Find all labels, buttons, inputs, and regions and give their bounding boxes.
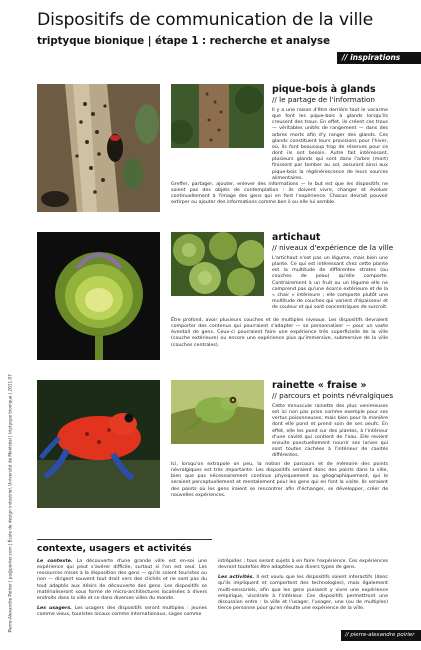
- context-column-left: [37, 559, 207, 622]
- section-text-woodpecker-p2: Greffer, partager, ajouter, enlever des informations — le but est que les dispositifs ne soient pas des objets de contemplation : ils doivent vivre, changer et évoluer continuellement à l'image des gens qui en font l'expérience. Chacun devrait pouvoir extirper ou ajouter des informations comme bon il ou elle lui semble.: [171, 182, 388, 206]
- section-text-frog-p2: Ici, lorsqu'on extrapole on peu, la notion de parcours et de mémoire des points névralgiques est très importante. Les dispositifs seraient donc des points dans la ville, bien que pas nécessairement continus physiquement ou géographiquement, qui le seraient perceptuellement et mentalement pour les gens qui en font la visite. Ils seraient des points où les gens iraient se rencontrer afin d'échanger, se développer, créer de nouvelles expériences.: [171, 462, 388, 498]
- section-text-frog-wrap: [272, 404, 388, 459]
- strawberry-frog-photo: [37, 380, 160, 508]
- context-label: Le contexte.: [37, 559, 73, 564]
- section-subtitle-woodpecker: // le partage de l'information: [272, 95, 375, 104]
- section-text-frog-p2-wrap: [171, 462, 388, 499]
- activities-text: Il est voulu que les dispositifs soient interactifs (donc qu'ils impliquent et comportent des technologies), mais également multi-sensoriels, afin que les gens puissent y vivre une expérience empirique, viscérale à l'intérieur. Ces dispositifs permettront une discussion entre : la ville et l'usager, l'usager, une (ou de multiples) tierce personne pour qu'en résulte une expérience de la ville.: [218, 575, 389, 612]
- section-text-woodpecker-p2-wrap: [171, 182, 388, 207]
- section-title-artichoke: artichaut: [272, 232, 321, 243]
- page-subtitle: triptyque bionique | étape 1 : recherche et analyse: [37, 36, 330, 47]
- tree-holes-photo: [171, 84, 264, 148]
- side-credit: Pierre-Alexandre Poirier | pa@poirier.com | École de design industriel, Université de Montréal | triptyque bionique | 2011.07: [7, 374, 13, 633]
- artichokes-field-photo: [171, 232, 264, 296]
- page-title: Dispositifs de communication de la ville: [37, 10, 374, 30]
- inspirations-tag: // inspirations: [337, 52, 421, 64]
- section-text-frog-p1: Cette minuscule rainette des plus venimeuses est ici non pas prise comme exemple pour ses vertus poisonneuses, mais bien pour la manière dont elle pond et prend soin de ses oeufs. En effet, elle les pond sur des plantes, à l'intérieur d'une cavité qui contient de l'eau. Elle revient ensuite ponctuellement nourrir ses larves qui sont toutes cachées à l'intérieur de cavités différentes.: [272, 404, 388, 459]
- section-title-frog: rainette « fraise »: [272, 380, 367, 391]
- woodpecker-photo: [37, 84, 160, 212]
- green-frog-photo: [171, 380, 264, 444]
- section-subtitle-artichoke: // niveaux d'expérience de la ville: [272, 243, 394, 252]
- section-text-artichoke-p2: Être profond, avoir plusieurs couches et de multiples niveaux. Les dispositifs devraient comporter des contenus qui pourraient s'adapter — se personnaliser — pour un vaste éventail de gens. Ceux-ci pourraient faire une expérience très superficielle de la ville (couche extérieure) ou encore une expérience plus qu'immersive, submersive de la ville (couches centrales).: [171, 318, 388, 348]
- section-text-artichoke-p2-wrap: [171, 318, 388, 349]
- users-label: Les usagers.: [37, 606, 72, 612]
- context-title: contexte, usagers et activités: [37, 543, 192, 554]
- context-rule: [37, 539, 212, 540]
- activities-label: Les activités.: [218, 575, 255, 581]
- author-tag: // pierre-alexandre poirier: [341, 630, 421, 641]
- users-text-continued: intrépides ; tous seront sujets à en faire l'expérience. Ces expériences devront toutefois être adaptées aux divers types de gens.: [218, 559, 388, 571]
- section-subtitle-frog: // parcours et points névralgiques: [272, 391, 394, 400]
- section-title-woodpecker: pique-bois à glands: [272, 84, 376, 95]
- artichoke-flower-photo: [37, 232, 160, 360]
- section-text-artichoke-wrap: [272, 256, 388, 311]
- context-text: La découverte d'une grande ville est en-soi une expérience qui peut s'avérer difficile, surtout si l'on est seul. Les ressources mises à la disposition des gens — qu'ils soient touristes ou non — dirigent souvent tout droit vers des clichés et ne sont pas du tout adaptés aux désirs de découverte des gens. Les dispositifs se matérialiseront sous forme de micro-architectures localisées à divers endroits dans la ville et ce dans diverses villes du monde.: [37, 559, 208, 601]
- section-text-woodpecker-p1: Il y a une raison d'être derrière tout le vacarme que font les pique-bois à glands lorsqu'ils creusent des trous. En effet, ils créent ces trous — véritables unités de rangement — dans des arbres morts afin d'y ranger des glands. Ces glands constituent leurs provisions pour l'hiver, où, ils font beaucoup trop de réserves pour ce dont ils ont besoin. Autre fait intéressant, plusieurs glands qui sont dans l'arbre (mort) finissent par tomber au sol, assurant ainsi aux pique-bois la régénérescence de leurs sources alimentaires.: [272, 108, 388, 181]
- users-text: Les usagers des dispositifs seront multiples : jeunes comme vieux, touristes locaux comme internationaux, sages comme: [37, 606, 207, 618]
- context-column-right: [218, 559, 388, 616]
- section-text-woodpecker-wrap: [272, 108, 388, 182]
- section-text-artichoke-p1: L'artichaut n'est pas un légume, mais bien une plante. Ce qui est intéressant chez cette plante est la multitude de différentes strates (ou couches de peau) qu'elle comporte. Contrairement à un fruit ou un légume elle ne comprend pas qu'une écorce extérieure et de la « chair » intérieure ; elle comporte plutôt une multitude de couches qui varient d'épaisseur et de couleur et qui sont concentriques de surcroît.: [272, 256, 388, 311]
